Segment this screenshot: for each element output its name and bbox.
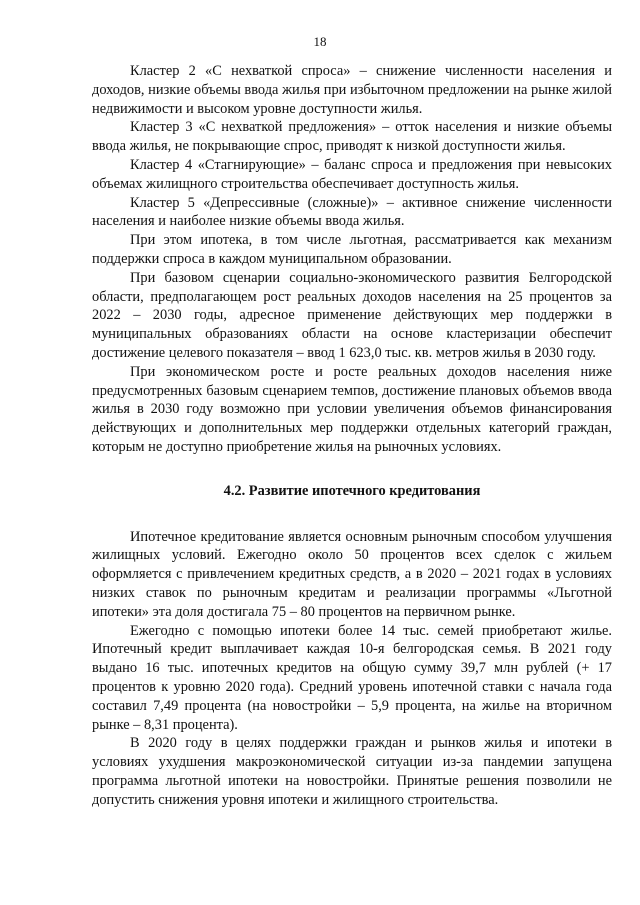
paragraph-2020-program: В 2020 году в целях поддержки граждан и рынков жилья и ипотеки в условиях ухудшения макроэкономической ситуации из-за пандемии запущена программа льготной ипотеки на новостройки. Принятые решения позволили не допустить снижения уровня ипотеки и жилищного строительства. — [92, 735, 612, 808]
section-heading: 4.2. Развитие ипотечного кредитования — [223, 482, 481, 499]
paragraph-cluster-3: Кластер 3 «С нехваткой предложения» – отток населения и низкие объемы ввода жилья, не покрывающие спрос, приводят к низкой доступности жилья. — [92, 119, 612, 155]
document-body — [92, 62, 612, 809]
paragraph-mortgage-stats: Ежегодно с помощью ипотеки более 14 тыс. семей приобретают жилье. Ипотечный кредит выплачивает каждая 10-я белгородская семья. В 2021 году выдано 16 тыс. ипотечных кредитов на общую сумму 39,7 млн рублей (+ 17 процентов к уровню 2020 года). Средний уровень ипотечной ставки с начала года составил 7,49 процента (на новостройки – 5,9 процента, на жилье на вторичном рынке – 8,31 процента). — [92, 622, 612, 733]
paragraph-mortgage-lending: Ипотечное кредитование является основным рыночным способом улучшения жилищных условий. Ежегодно около 50 процентов всех сделок с жильем оформляется с привлечением кредитных средств, а в 2020 – 2021 годах в условиях низких ставок по рыночным кредитам и реализации программы «Льготной ипотеки» эта доля достигала 75 – 80 процентов на первичном рынке. — [92, 528, 612, 620]
paragraph-economic-growth: При экономическом росте и росте реальных доходов населения ниже предусмотренных базовым сценарием темпов, достижение плановых объемов ввода жилья в 2030 году возможно при условии увеличения объемов финансирования действующих и дополнительных мер поддержки отдельных категорий граждан, которым не доступно приобретение жилья на рыночных условиях. — [92, 363, 612, 455]
paragraph-base-scenario: При базовом сценарии социально-экономического развития Белгородской области, предполагающем рост реальных доходов населения на 25 процентов за 2022 – 2030 годы, адресное применение действующих мер поддержки в муниципальных образованиях области на основе кластеризации обеспечит достижение целевого показателя – ввод 1 623,0 тыс. кв. метров жилья в 2030 году. — [92, 269, 612, 361]
paragraph-cluster-4: Кластер 4 «Стагнирующие» – баланс спроса и предложения при невысоких объемах жилищного строительства обеспечивает доступность жилья. — [92, 156, 612, 192]
paragraph-mortgage-support: При этом ипотека, в том числе льготная, рассматривается как механизм поддержки спроса в каждом муниципальном образовании. — [92, 232, 612, 267]
page-number: 18 — [313, 34, 327, 49]
paragraph-cluster-5: Кластер 5 «Депрессивные (сложные)» – активное снижение численности населения и наиболее низкие объемы ввода жилья. — [92, 194, 612, 230]
paragraph-cluster-2: Кластер 2 «С нехваткой спроса» – снижение численности населения и доходов, низкие объемы ввода жилья при избыточном предложении на рынке жилой недвижимости и высоком уровне доступности жилья. — [92, 63, 612, 117]
